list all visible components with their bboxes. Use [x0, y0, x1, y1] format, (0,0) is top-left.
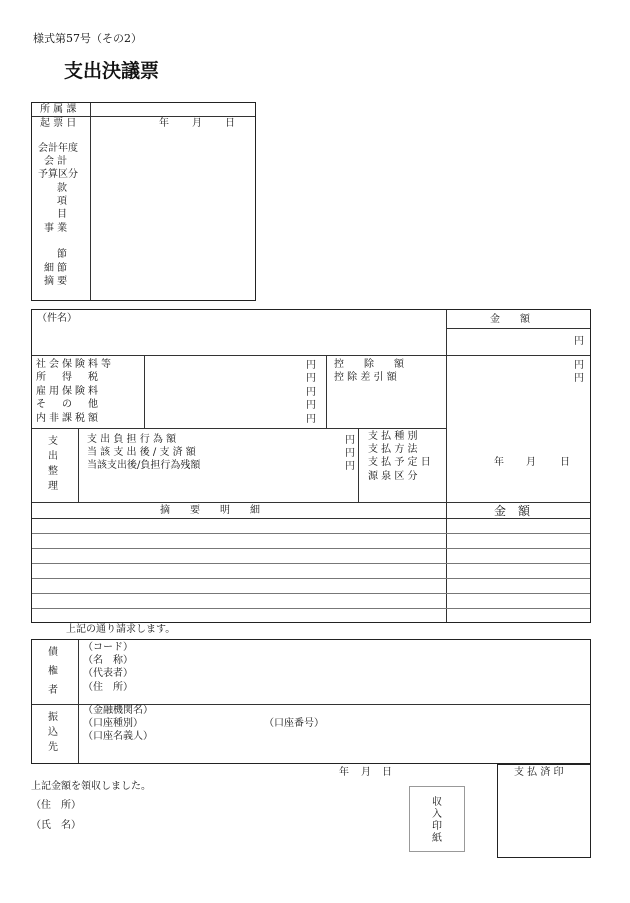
- deduction-amount-label: 控 除 額: [334, 359, 404, 370]
- kou-label: 項: [57, 196, 67, 207]
- yen-mark: 円: [574, 360, 584, 371]
- account-holder-label: （口座名義人）: [83, 731, 153, 742]
- creditor-code-label: （コード）: [83, 642, 133, 653]
- detail-row-line: [32, 563, 590, 564]
- account-label: 会 計: [44, 156, 68, 167]
- yen-mark: 円: [306, 373, 316, 384]
- creditor-address-label: （住 所）: [83, 682, 133, 693]
- revenue-stamp-char: 入: [432, 809, 442, 820]
- receipt-name-label: （氏 名）: [31, 820, 81, 831]
- transfer-label-char: 込: [48, 727, 58, 738]
- saisetsu-label: 細 節: [44, 263, 68, 274]
- payment-type-label: 支 払 種 別: [368, 431, 418, 442]
- commitment-amount-label: 支 出 負 担 行 為 額: [87, 434, 177, 445]
- yen-mark: 円: [306, 400, 316, 411]
- payment-mgmt-label-char: 出: [48, 451, 58, 462]
- payment-mgmt-label-char: 整: [48, 466, 58, 477]
- deduction-item-income-tax: 所 得 税: [36, 372, 101, 383]
- creditor-representative-label: （代表者）: [83, 668, 133, 679]
- detail-row-line: [32, 533, 590, 534]
- receipt-date-year: 年: [339, 767, 349, 778]
- received-text: 上記金額を領収しました。: [31, 781, 151, 792]
- payment-mgmt-label-char: 支: [48, 436, 58, 447]
- receipt-address-label: （住 所）: [31, 800, 81, 811]
- payment-date-day: 日: [560, 457, 570, 468]
- payment-date-year: 年: [494, 457, 504, 468]
- creditor-fields-area[interactable]: [140, 642, 585, 700]
- detail-header: 摘 要 明 細: [160, 505, 260, 516]
- detail-row-line: [32, 548, 590, 549]
- yen-mark: 円: [574, 373, 584, 384]
- yen-mark: 円: [345, 461, 355, 472]
- moku-label: 目: [57, 209, 67, 220]
- receipt-date-day: 日: [382, 767, 392, 778]
- form-title: 支出決議票: [64, 60, 160, 82]
- creditor-label-char: 者: [48, 685, 58, 696]
- date-day: 日: [225, 118, 235, 129]
- deduction-item-other: そ の 他: [36, 399, 101, 410]
- bank-name-label: （金融機関名）: [83, 705, 153, 716]
- transfer-label-char: 振: [48, 712, 58, 723]
- setsu-label: 節: [57, 249, 67, 260]
- account-number-label: （口座番号）: [264, 718, 324, 729]
- creditor-label-char: 権: [48, 666, 58, 677]
- yen-mark: 円: [345, 435, 355, 446]
- payment-date-month: 月: [526, 457, 536, 468]
- paid-after-label: 当 該 支 出 後 / 支 済 額: [87, 447, 196, 458]
- fiscal-year-label: 会計年度: [38, 143, 78, 154]
- kan-label: 款: [57, 183, 67, 194]
- payment-method-label: 支 払 方 法: [368, 444, 418, 455]
- subject-label: （件名）: [37, 313, 77, 324]
- payment-mgmt-label-char: 理: [48, 481, 58, 492]
- withholding-type-label: 源 泉 区 分: [368, 471, 418, 482]
- creditor-label-char: 債: [48, 647, 58, 658]
- date-label: 起 票 日: [40, 118, 77, 129]
- transfer-fields-area[interactable]: [160, 706, 585, 760]
- date-month: 月: [192, 118, 202, 129]
- dept-field[interactable]: [92, 104, 252, 116]
- remaining-commitment-label: 当該支出後/負担行為残額: [87, 460, 201, 471]
- receipt-signature-area[interactable]: [100, 797, 390, 837]
- revenue-stamp-char: 印: [432, 821, 442, 832]
- revenue-stamp-char: 収: [432, 797, 442, 808]
- deduction-item-employment-insurance: 雇用保険料: [36, 386, 101, 397]
- revenue-stamp-char: 紙: [432, 833, 442, 844]
- detail-row-line: [32, 593, 590, 594]
- dept-label: 所 属 課: [40, 104, 77, 115]
- yen-mark: 円: [306, 387, 316, 398]
- yen-mark: 円: [306, 414, 316, 425]
- detail-amount-header: 金 額: [494, 504, 531, 518]
- project-label: 事 業: [44, 223, 68, 234]
- account-type-label: （口座種別）: [83, 718, 143, 729]
- yen-mark: 円: [345, 448, 355, 459]
- receipt-date-month: 月: [361, 767, 371, 778]
- date-year: 年: [159, 118, 169, 129]
- deduction-item-social-insurance: 社会保険料等: [36, 359, 114, 370]
- summary-label: 摘 要: [44, 276, 68, 287]
- payment-date-label: 支 払 予 定 日: [368, 457, 431, 468]
- transfer-label-char: 先: [48, 742, 58, 753]
- yen-mark: 円: [306, 360, 316, 371]
- paid-stamp-label: 支 払 済 印: [514, 767, 564, 778]
- budget-label: 予算区分: [38, 169, 78, 180]
- deduction-item-non-taxable: 内非課税額: [36, 413, 101, 424]
- form-number: 様式第57号（その2）: [33, 32, 142, 45]
- creditor-name-label: （名 称）: [83, 655, 133, 666]
- request-text: 上記の通り請求します。: [66, 624, 176, 635]
- amount-header: 金 額: [490, 314, 530, 325]
- amount-yen: 円: [574, 336, 584, 347]
- deduction-net-label: 控 除 差 引 額: [334, 372, 397, 383]
- detail-row-line: [32, 608, 590, 609]
- subject-field[interactable]: [33, 327, 443, 353]
- detail-row-line: [32, 578, 590, 579]
